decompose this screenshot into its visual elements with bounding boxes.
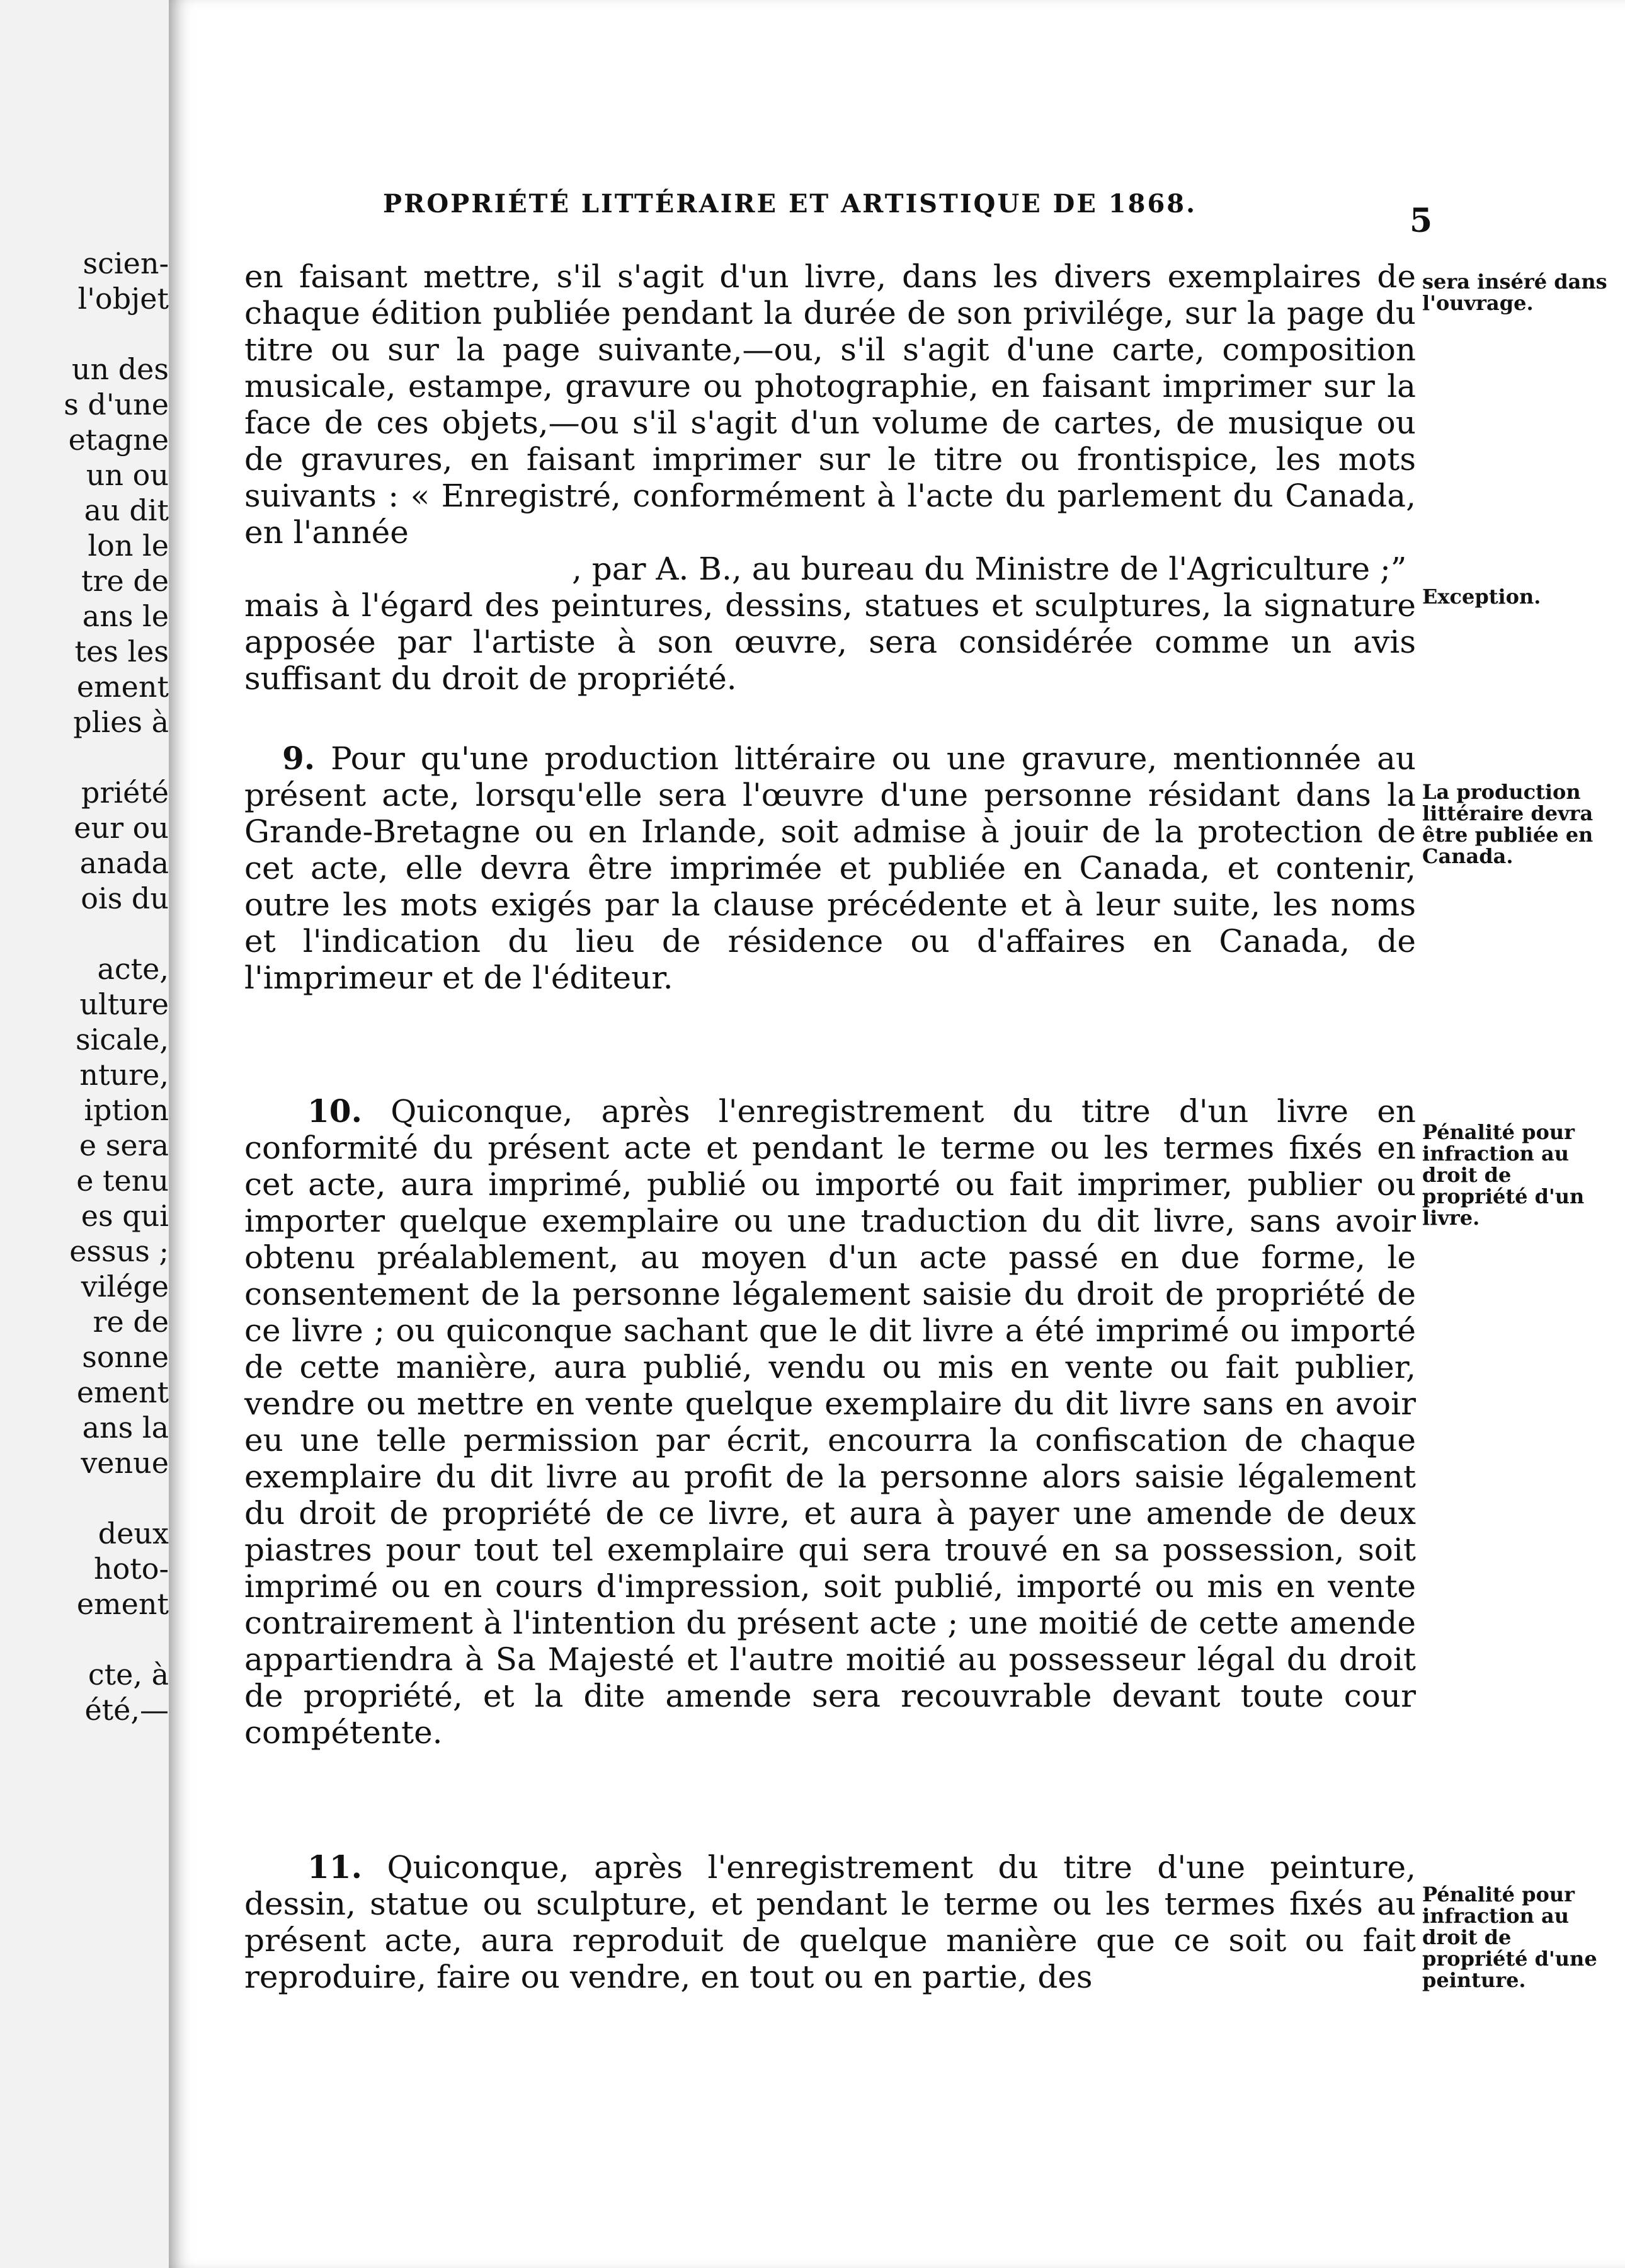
left-page-lines	[11, 246, 169, 1727]
margin-note: La production littéraire devra être publiée en Canada.	[1422, 780, 1594, 868]
page-number: 5	[1410, 202, 1433, 240]
left-page-line: sonne	[82, 1340, 169, 1374]
section-number: 11.	[307, 1848, 362, 1886]
left-page-line: au dit	[84, 493, 169, 527]
section-text: Pour qu'une production littéraire ou une gravure, mentionnée au présent acte, lorsqu'elle sera l'œuvre d'une personne résidant dans la Grande-Bretagne ou en Irlande, soit admise à jouir de la protection de cet acte, elle devra être imprimée et publiée en Canada, et contenir, outre les mots exigés par la clause précédente et à leur suite, les noms et l'indication du lieu de résidence ou d'affaires en Canada, de l'imprimeur et de l'éditeur.	[244, 740, 1416, 996]
left-page-line: sicale,	[75, 1022, 169, 1057]
left-page-line: ois du	[81, 881, 169, 915]
left-page-line: vilége	[81, 1269, 169, 1303]
running-header: PROPRIÉTÉ LITTÉRAIRE ET ARTISTIQUE DE 1868.	[383, 189, 1197, 219]
left-page-line: e sera	[79, 1128, 169, 1162]
left-page-line: ulture	[79, 987, 169, 1021]
margin-note: sera inséré dans l'ouvrage.	[1422, 270, 1607, 315]
left-page-line: un ou	[86, 458, 169, 492]
section-text: Quiconque, après l'enregistrement du titre d'un livre en conformité du présent acte et pendant le terme ou les termes fixés en cet acte, aura imprimé, publié ou importé ou fait imprimer, publier ou importer quelque exemplaire ou une traduction du dit livre, sans avoir obtenu préalablement, au moyen d'un acte passé en due forme, le consentement de la personne légalement saisie du droit de propriété de ce livre ; ou quiconque sachant que le dit livre a été imprimé ou importé de cette manière, aura publié, vendu ou mis en vente ou fait publier, vendre ou mettre en vente quelque exemplaire du dit livre sans en avoir eu une telle permission par écrit, encourra la confiscation de chaque exemplaire du dit livre au profit de la personne alors saisie légalement du droit de propriété de ce livre, et aura à payer une amende de deux piastres pour tout tel exemplaire qui sera trouvé en sa possession, soit imprimé ou en cours d'impression, soit publié, importé ou mis en vente contrairement à l'intention du présent acte ; une moitié de cette amende appartiendra à Sa Majesté et l'autre moitié au possesseur légal du droit de propriété, et la dite amende sera recouvrable devant toute cour compétente.	[244, 1093, 1416, 1751]
left-page-line: scien-	[83, 246, 169, 280]
left-page-line: deux	[98, 1516, 169, 1550]
left-page-line: ement	[76, 670, 169, 704]
left-page-line	[11, 316, 169, 352]
margin-note: Pénalité pour infraction au droit de propriété d'une peinture.	[1422, 1882, 1597, 1992]
left-page-fragment	[0, 0, 169, 2268]
paragraph-continuation	[244, 258, 1416, 697]
left-page-line: venue	[81, 1446, 169, 1480]
left-page-line: hoto-	[93, 1552, 169, 1586]
section-10	[244, 1093, 1416, 1751]
section-9	[244, 740, 1416, 996]
left-page-line: anada	[79, 846, 169, 880]
left-page-line	[11, 1622, 169, 1657]
left-page-line: s d'une	[64, 387, 169, 421]
page	[169, 0, 1625, 2268]
left-page-line: été,—	[84, 1693, 169, 1727]
left-page-line: eur ou	[74, 811, 169, 845]
left-page-line: un des	[71, 352, 169, 386]
left-page-line: priété	[81, 776, 169, 810]
section-11	[244, 1849, 1416, 1995]
left-page-line: ement	[76, 1375, 169, 1409]
left-page-line: ans le	[82, 599, 169, 633]
left-page-line: acte,	[97, 952, 169, 986]
paragraph-text: en faisant mettre, s'il s'agit d'un livre, dans les divers exemplaires de chaque édition publiée pendant la durée de son privilége, sur la page du titre ou sur la page suivante,—ou, s'il s'agit d'une carte, composition musicale, estampe, gravure ou photographie, en faisant imprimer sur la face de ces objets,—ou s'il s'agit d'un volume de cartes, de musique ou de gravures, en faisant imprimer sur le titre ou frontispice, les mots suivants : « Enregistré, conformément à l'acte du parlement du Canada, en l'année	[244, 258, 1416, 551]
left-page-line: re de	[93, 1305, 169, 1339]
left-page-line: tes les	[74, 634, 169, 668]
left-page-line: cte, à	[88, 1658, 169, 1692]
section-text: Quiconque, après l'enregistrement du titre d'une peinture, dessin, statue ou sculpture, et pendant le terme ou les termes fixés au présent acte, aura reproduit de quelque manière que ce soit ou fait reproduire, faire ou vendre, en tout ou en partie, des	[244, 1849, 1416, 1995]
left-page-line	[11, 740, 169, 775]
left-page-line: ans la	[82, 1411, 169, 1445]
left-page-line: essus ;	[69, 1234, 169, 1268]
left-page-line: plies à	[73, 705, 169, 739]
left-page-line: nture,	[79, 1058, 169, 1092]
left-page-line: lon le	[88, 529, 169, 563]
left-page-line: ement	[76, 1587, 169, 1621]
paragraph-text-line: , par A. B., au bureau du Ministre de l'Agriculture ;”	[572, 551, 1407, 587]
margin-note: Pénalité pour infraction au droit de propriété d'un livre.	[1422, 1120, 1585, 1230]
section-number: 9.	[282, 740, 316, 777]
margin-note: Exception.	[1422, 585, 1541, 609]
left-page-line	[11, 1480, 169, 1516]
section-number: 10.	[307, 1092, 362, 1130]
left-page-line: iption	[84, 1093, 169, 1127]
left-page-line: l'objet	[77, 282, 169, 316]
left-page-line: es qui	[81, 1199, 169, 1233]
left-page-line: e tenu	[76, 1164, 169, 1198]
left-page-line: etagne	[68, 423, 169, 457]
paragraph-text: mais à l'égard des peintures, dessins, statues et sculptures, la signature apposée par l'artiste à son œuvre, sera considérée comme un avis suffisant du droit de propriété.	[244, 587, 1416, 697]
left-page-line: tre de	[81, 564, 169, 598]
left-page-line	[11, 916, 169, 951]
